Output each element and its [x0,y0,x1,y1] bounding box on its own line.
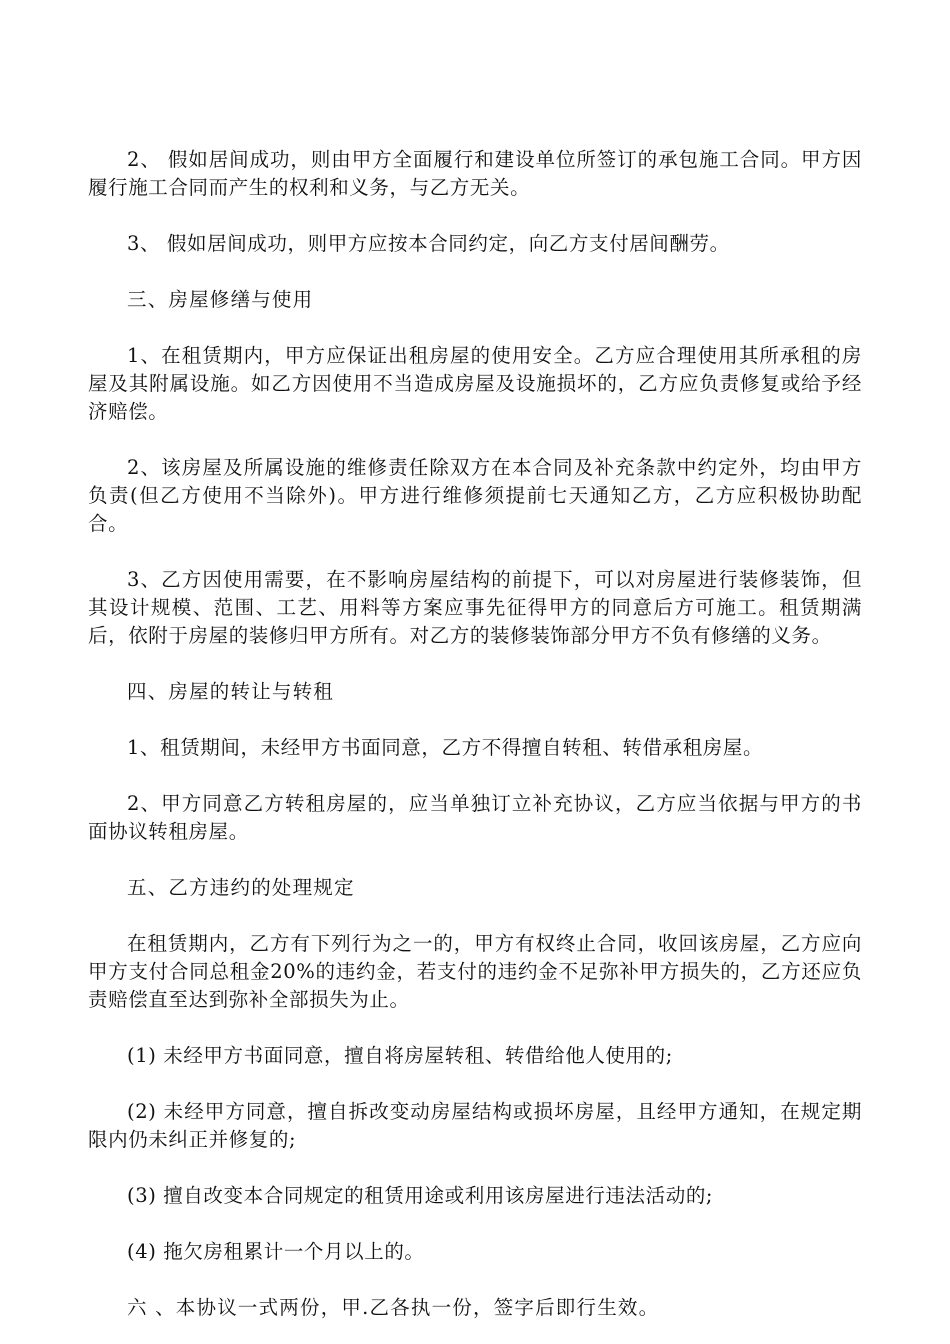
paragraph-clause-3-commission: 3、 假如居间成功，则甲方应按本合同约定，向乙方支付居间酬劳。 [127,232,730,255]
paragraph-breach-item-4: (4) 拖欠房租累计一个月以上的。 [127,1240,425,1263]
paragraph-breach-item-3: (3) 擅自改变本合同规定的租赁用途或利用该房屋进行违法活动的; [127,1184,714,1207]
paragraph-breach-item-1: (1) 未经甲方书面同意，擅自将房屋转租、转借给他人使用的; [127,1044,673,1067]
paragraph-repair-3: 3、乙方因使用需要，在不影响房屋结构的前提下，可以对房屋进行装修装饰，但其设计规模、范围、工艺、用料等方案应事先征得甲方的同意后方可施工。租赁期满后，依附于房屋的装修归甲方所有。对乙方的装修装饰部分甲方不负有修缮的义务。 [88,568,862,647]
paragraph-clause-2-contract-performance: 2、 假如居间成功，则由甲方全面履行和建设单位所签订的承包施工合同。甲方因履行施工合同而产生的权利和义务，与乙方无关。 [88,148,862,199]
section-heading-agreement-copies: 六 、本协议一式两份，甲.乙各执一份，签字后即行生效。 [127,1296,660,1319]
paragraph-sublease-1: 1、租赁期间，未经甲方书面同意，乙方不得擅自转租、转借承租房屋。 [127,736,764,759]
paragraph-breach-intro: 在租赁期内，乙方有下列行为之一的，甲方有权终止合同，收回该房屋，乙方应向甲方支付合同总租金20%的违约金，若支付的违约金不足弥补甲方损失的，乙方还应负责赔偿直至达到弥补全部损失为止。 [88,932,862,1011]
section-heading-transfer-and-sublease: 四、房屋的转让与转租 [127,680,335,703]
paragraph-repair-2: 2、该房屋及所属设施的维修责任除双方在本合同及补充条款中约定外，均由甲方负责(但乙方使用不当除外)。甲方进行维修须提前七天通知乙方，乙方应积极协助配合。 [88,456,862,535]
paragraph-breach-item-2: (2) 未经甲方同意，擅自拆改变动房屋结构或损坏房屋，且经甲方通知，在规定期限内仍未纠正并修复的; [88,1100,862,1151]
paragraph-sublease-2: 2、甲方同意乙方转租房屋的，应当单独订立补充协议，乙方应当依据与甲方的书面协议转租房屋。 [88,792,862,843]
paragraph-repair-1: 1、在租赁期内，甲方应保证出租房屋的使用安全。乙方应合理使用其所承租的房屋及其附属设施。如乙方因使用不当造成房屋及设施损坏的，乙方应负责修复或给予经济赔偿。 [88,344,862,423]
section-heading-breach-handling: 五、乙方违约的处理规定 [127,876,355,899]
section-heading-repair-and-use: 三、房屋修缮与使用 [127,288,314,311]
